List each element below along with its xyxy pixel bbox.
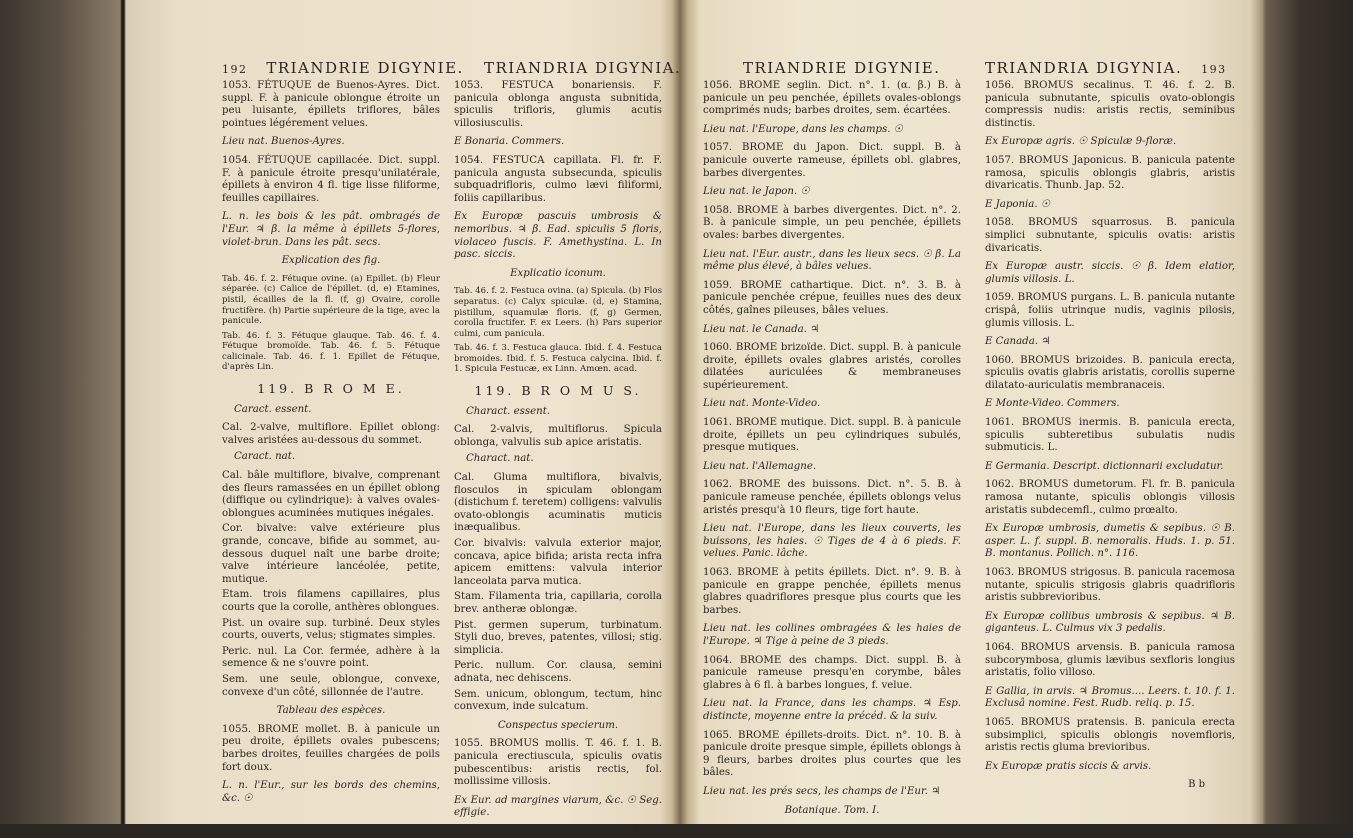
natural-character-title-la: Charact. nat. xyxy=(466,453,534,465)
corolla-desc-fr: Cor. bivalve: valve extérieure plus grande, concave, bifide au sommet, au-dessous duquel naît une barbe droite; valve intérieure lancéolée, petite, mutique. xyxy=(222,523,440,585)
entry-1060-la-habitat: E Monte-Video. Commers. xyxy=(985,398,1120,410)
stamens-desc-la: Stam. Filamenta tria, capillaria, corolla brev. antheræ oblongæ. xyxy=(454,591,662,615)
entry-1056-fr-habitat: Lieu nat. l'Europe, dans les champs. ☉ xyxy=(703,123,903,135)
signature-mark: B b xyxy=(1188,779,1205,791)
entry-1053-la: 1053. FESTUCA bonariensis. F. panicula oblonga angusta subnitida, spiculis trifloris, glumis acutis villosiusculis. xyxy=(454,80,662,129)
entry-1059-la-habitat: E Canada. ♃ xyxy=(985,336,1051,348)
entry-1057-fr: 1057. BROME du Japon. Dict. suppl. B. à panicule ouverte rameuse, épillets obl. glabres, barbes divergentes. xyxy=(703,142,961,179)
right-page-header-la xyxy=(985,59,1227,77)
figure-explanation-1-la: Tab. 46. f. 2. Festuca ovina. (a) Spicula. (b) Flos separatus. (c) Calyx spiculæ. (d, e) Stamina, pistillum, squamulæ floris. (f, g) Germen, corolla fructifer. F. ex Leers. (h) Pars superior culmi, cum panicula. xyxy=(454,286,662,339)
entry-1057-la: 1057. BROMUS Japonicus. B. panicula patente ramosa, spiculis oblongis glabris, aristis divaricatis. Thunb. Jap. 52. xyxy=(985,154,1235,192)
entry-1053-la-habitat: E Bonaria. Commers. xyxy=(454,136,565,148)
entry-1053-fr-habitat: Lieu nat. Buenos-Ayres. xyxy=(222,136,345,148)
entry-1065-la-habitat: Ex Europæ pratis siccis & arvis. xyxy=(985,760,1152,772)
pericarp-desc-fr: Peric. nul. La Cor. fermée, adhère à la semence & ne s'ouvre point. xyxy=(222,645,440,670)
entry-1062-la: 1062. BROMUS dumetorum. Fl. fr. B. panicula ramosa nutante, spiculis oblongis villosis aristatis subdecemfl., culmo prœalto. xyxy=(985,479,1235,516)
entry-1055-la-habitat: Ex Eur. ad margines viarum, &c. ☉ Seg. effigie. xyxy=(454,794,662,819)
figure-explanation-2-fr: Tab. 46. f. 3. Fétuque glauque. Tab. 46. f. 4. Fétuque bromoïde. Tab. 46. f. 5. Fétuque calicinale. Tab. 46. f. 1. Epillet de Fétuque, d'après Lin. xyxy=(222,330,440,373)
natural-character-title-fr: Caract. nat. xyxy=(234,451,296,463)
calyx-desc-la: Cal. Gluma multiflora, bivalvis, flosculos in spiculam oblongam (distichum f. teretem) colligens: valvulis ovato-oblongis acuminatis muticis inæqualibus. xyxy=(454,472,662,534)
entry-1061-la-habitat: E Germania. Descript. dictionnarii excludatur. xyxy=(985,460,1224,472)
entry-1063-la-habitat: Ex Europæ collibus umbrosis & sepibus. ♃ B. giganteus. L. Culmus vix 3 pedalis. xyxy=(985,610,1235,635)
entry-1059-fr-habitat: Lieu nat. le Canada. ♃ xyxy=(703,323,820,335)
entry-1056-la-habitat: Ex Europæ agris. ☉ Spiculæ 9-floræ. xyxy=(985,136,1177,148)
figure-explanation-title-la: Explicatio iconum. xyxy=(510,267,606,279)
entry-1055-la: 1055. BROMUS mollis. T. 46. f. 1. B. panicula erectiuscula, spiculis ovatis pubescentibus: aristis rectis, fol. mollissime villosis. xyxy=(454,738,662,788)
entry-1058-fr: 1058. BROME à barbes divergentes. Dict. n°. 2. B. à panicule simple, un peu penchée, épillets ovales: barbes divergentes. xyxy=(703,204,961,241)
entry-1060-la: 1060. BROMUS brizoides. B. panicula erecta, spiculis ovatis glabris aristatis, corollis superne dilatato-auriculatis membranaceis. xyxy=(985,354,1235,391)
entry-1065-fr-habitat: Lieu nat. les prés secs, les champs de l'Eur. ♃ xyxy=(703,785,941,797)
seed-desc-fr: Sem. une seule, oblongue, convexe, convexe d'un côté, sillonnée de l'autre. xyxy=(222,673,440,698)
entry-1054-fr: 1054. FÉTUQUE capillacée. Dict. suppl. F. à panicule étroite presqu'unilatérale, épillets à environ 4 fl. tige lisse filiforme, feuilles capillaires. xyxy=(222,154,440,204)
entry-1061-la: 1061. BROMUS inermis. B. panicula erecta, spiculis subteretibus subulatis nudis submuticis. L. xyxy=(985,417,1235,454)
entry-1062-fr: 1062. BROME des buissons. Dict. n°. 5. B. à panicule rameuse penchée, épillets oblongs velus aristés presqu'à 10 fleurs, tige fort haute. xyxy=(703,479,961,516)
entry-1059-fr: 1059. BROME cathartique. Dict. n°. 3. B. à panicule penchée crépue, feuilles nues des deux côtés, gaînes pileuses, bâles velues. xyxy=(703,279,961,316)
entry-1058-fr-habitat: Lieu nat. l'Eur. austr., dans les lieux secs. ☉ β. La même plus élevé, à bâles velues. xyxy=(703,248,961,273)
pericarp-desc-la: Peric. nullum. Cor. clausa, semini adnata, nec dehiscens. xyxy=(454,660,662,684)
essential-character-title-fr: Caract. essent. xyxy=(234,403,312,415)
pistil-desc-la: Pist. germen superum, turbinatum. Styli duo, breves, patentes, villosi; stig. simplicia. xyxy=(454,619,662,656)
entry-1062-la-habitat: Ex Europæ umbrosis, dumetis & sepibus. ☉ B. asper. L. f. suppl. B. nemoralis. Huds. 1. p. 51. B. montanus. Pollich. n°. 116. xyxy=(985,523,1235,560)
corolla-desc-la: Cor. bivalvis: valvula exterior major, concava, apice bifida; arista recta infra apicem emittens: valvula interior lanceolata parva mutica. xyxy=(454,538,662,587)
entry-1065-fr: 1065. BROME épillets-droits. Dict. n°. 10. B. à panicule droite presque simple, épillets oblongs à 9 fleurs, barbes droites plus courtes que les bâles. xyxy=(703,729,961,779)
right-col-french xyxy=(703,80,961,823)
calyx-essential-la: Cal. 2-valvis, multiflorus. Spicula oblonga, valvulis sub apice aristatis. xyxy=(454,424,662,448)
entry-1055-fr: 1055. BROME mollet. B. à panicule un peu droite, épillets ovales pubescens; barbes droites, feuilles chargées de poils fort doux. xyxy=(222,723,440,773)
entry-1064-la: 1064. BROMUS arvensis. B. panicula ramosa subcorymbosa, glumis lævibus sexfloris longius aristatis, folio villoso. xyxy=(985,641,1235,679)
essential-character-title-la: Charact. essent. xyxy=(466,405,551,417)
genus-heading-fr: 119. B R O M E. xyxy=(257,381,405,397)
entry-1062-fr-habitat: Lieu nat. l'Europe, dans les lieux couverts, les buissons, les haies. ☉ Tiges de 4 à 6 pieds. F. velues. Panic. lâche. xyxy=(703,523,961,560)
species-table-title-fr: Tableau des espèces. xyxy=(276,705,386,717)
entry-1063-fr: 1063. BROME à petits épillets. Dict. n°. 9. B. à panicule en grappe penchée, épillets menus glabres quadriflores presque plus courts que les barbes. xyxy=(703,567,961,616)
entry-1060-fr-habitat: Lieu nat. Monte-Video. xyxy=(703,398,821,410)
header-title-la: TRIANDRIA DIGYNIA. xyxy=(484,59,682,77)
header-title-fr: TRIANDRIE DIGYNIE. xyxy=(266,59,464,77)
figure-explanation-1-fr: Tab. 46. f. 2. Fétuque ovine. (a) Epillet. (b) Fleur séparée. (c) Calice de l'épillet. (d, e) Etamines, pistil, écailles de la fl. (f, g) Ovaire, corolle fructifère. (h) Partie supérieure de la tige, avec la panicule. xyxy=(222,273,440,327)
stamens-desc-fr: Etam. trois filamens capillaires, plus courts que la corolle, anthères oblongues. xyxy=(222,589,440,613)
entry-1061-fr: 1061. BROME mutique. Dict. suppl. B. à panicule droite, épillets un peu cylindriques subulés, presque mutiques. xyxy=(703,417,961,454)
entry-1058-la-habitat: Ex Europæ austr. siccis. ☉ β. Idem elatior, glumis villosis. L. xyxy=(985,261,1235,285)
entry-1063-la: 1063. BROMUS strigosus. B. panicula racemosa nutante, spiculis strigosis glabris quadrifloris aristis subbrevioribus. xyxy=(985,567,1235,604)
entry-1061-fr-habitat: Lieu nat. l'Allemagne. xyxy=(703,460,817,472)
entry-1054-la: 1054. FESTUCA capillata. Fl. fr. F. panicula angusta subsecunda, spiculis subquadrifloris, culmo lævi filiformi, foliis capillaribus. xyxy=(454,154,662,204)
entry-1057-la-habitat: E Japonia. ☉ xyxy=(985,198,1050,210)
entry-1059-la: 1059. BROMUS purgans. L. B. panicula nutante crispâ, foliis utrinque nudis, vaginis pilosis, glumis villosis. L. xyxy=(985,292,1235,329)
left-col-latin xyxy=(454,80,662,838)
figure-explanation-2-la: Tab. 46. f. 3. Festuca glauca. Ibid. f. 4. Festuca bromoides. Ibid. f. 5. Festuca calycina. Ibid. f. 1. Spicula Festucæ, ex Linn. Amœn. acad. xyxy=(454,343,662,375)
entry-1056-la: 1056. BROMUS secalinus. T. 46. f. 2. B. panicula subnutante, spiculis ovato-oblongis compressis nudis: aristis rectis, seminibus distinctis. xyxy=(985,80,1235,129)
page-number-left: 192 xyxy=(222,63,248,76)
seed-desc-la: Sem. unicum, oblongum, tectum, hinc convexum, inde sulcatum. xyxy=(454,688,662,713)
calyx-essential-fr: Cal. 2-valve, multiflore. Epillet oblong: valves aristées au-dessous du sommet. xyxy=(222,422,440,446)
catchword-left: 1056. xyxy=(632,825,662,837)
genus-heading-la: 119. B R O M U S. xyxy=(474,383,642,399)
header-title-fr-right: TRIANDRIE DIGYNIE. xyxy=(743,59,941,77)
entry-1064-la-habitat: E Gallia, in arvis. ♃ Bromus.... Leers. t. 10. f. 1. Exclusâ nomine. Fest. Rudb. reliq. p. 15. xyxy=(985,685,1235,710)
entry-1055-fr-habitat: L. n. l'Eur., sur les bords des chemins, &c. ☉ xyxy=(222,780,440,804)
entry-1064-fr-habitat: Lieu nat. la France, dans les champs. ♃ Esp. distincte, moyenne entre la précéd. & la suiv. xyxy=(703,698,961,722)
entry-1065-la: 1065. BROMUS pratensis. B. panicula erecta subsimplici, spiculis oblongis novemfloris, aristis rectis gluma brevioribus. xyxy=(985,716,1235,754)
right-col-latin xyxy=(985,80,1235,792)
entry-1056-fr: 1056. BROME seglin. Dict. n°. 1. (α. β.) B. à panicule un peu penchée, épillets ovales-oblongs comprimés nuds; barbes droites, sem. écartées. xyxy=(703,80,961,117)
entry-1060-fr: 1060. BROME brizoïde. Dict. suppl. B. à panicule droite, épillets ovales glabres aristés, corolles dilatées auriculées & membraneuses supérieurement. xyxy=(703,342,961,391)
signature-footer: Botanique. Tom. I. xyxy=(784,804,880,816)
species-table-title-la: Conspectus specierum. xyxy=(497,719,619,731)
entry-1054-fr-habitat: L. n. les bois & les pât. ombragés de l'Eur. ♃ β. la même à épillets 5-flores, violet-brun. Dans les pât. secs. xyxy=(222,211,440,248)
figure-explanation-title-fr: Explication des fig. xyxy=(281,255,381,267)
entry-1058-la: 1058. BROMUS squarrosus. B. panicula simplici subnutante, spiculis ovatis: aristis divaricatis. xyxy=(985,217,1235,254)
left-col-french xyxy=(222,80,440,811)
entry-1064-fr: 1064. BROME des champs. Dict. suppl. B. à panicule rameuse presqu'en corymbe, bâles glabres à 6 fl. à barbes longues, f. velue. xyxy=(703,654,961,691)
left-page-header-fr xyxy=(222,59,464,77)
entry-1063-fr-habitat: Lieu nat. les collines ombragées & les haies de l'Europe. ♃ Tige à peine de 3 pieds. xyxy=(703,623,961,647)
pistil-desc-fr: Pist. un ovaire sup. turbiné. Deux styles courts, ouverts, velus; stigmates simples. xyxy=(222,617,440,642)
calyx-desc-fr: Cal. bâle multiflore, bivalve, comprenant des fleurs ramassées en un épillet oblong (diffique ou cylindrique): à valves ovales-oblongues acuminées mutiques inégales. xyxy=(222,470,440,519)
entry-1057-fr-habitat: Lieu nat. le Japon. ☉ xyxy=(703,186,810,198)
page-number-right: 193 xyxy=(1201,63,1227,76)
entry-1053-fr: 1053. FÉTUQUE de Buenos-Ayres. Dict. suppl. F. à panicule oblongue étroite un peu luisante, épillets triflores, bâles pointues légérement velues. xyxy=(222,80,440,129)
header-title-la-right: TRIANDRIA DIGYNIA. xyxy=(985,59,1183,77)
entry-1054-la-habitat: Ex Europæ pascuis umbrosis & nemoribus. ♃ β. Ead. spiculis 5 floris, violaceo fuscis. F. Amethystina. L. In pasc. siccis. xyxy=(454,211,662,261)
